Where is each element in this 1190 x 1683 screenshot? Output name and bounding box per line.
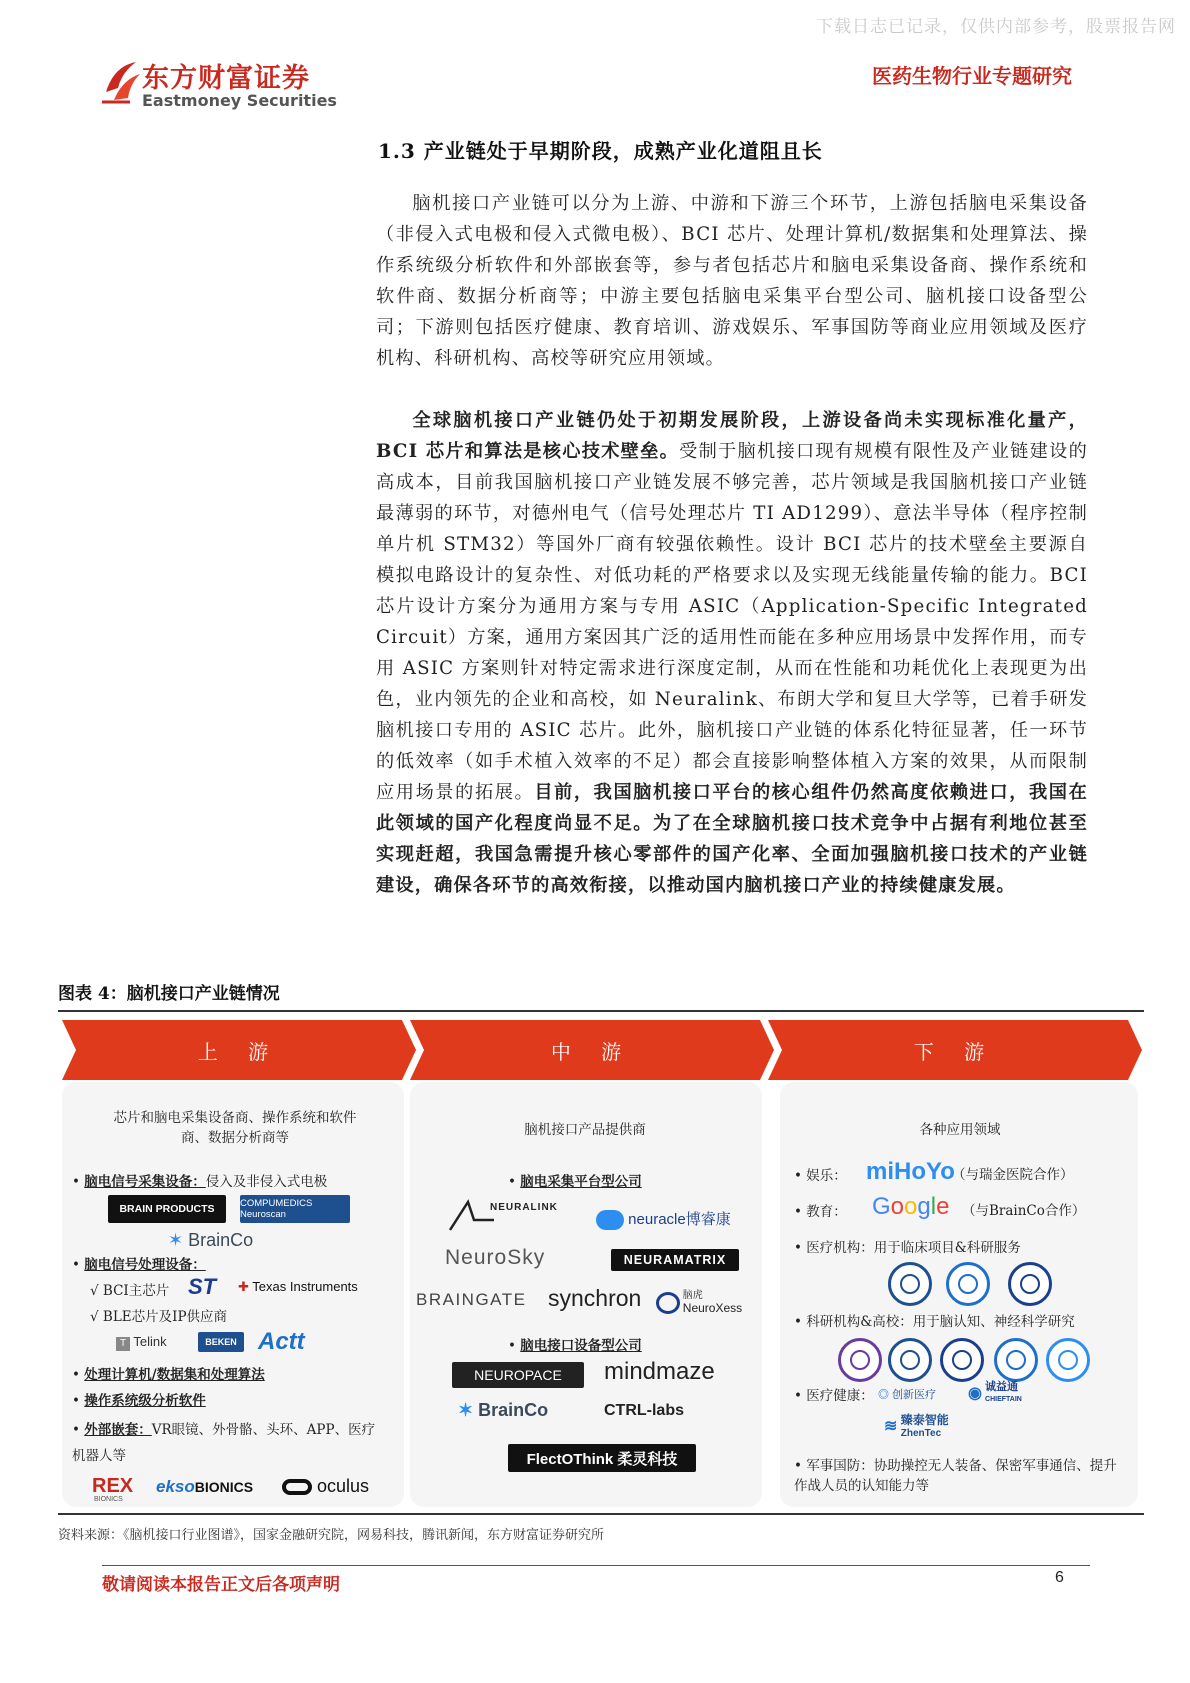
logo-chinese: 东方财富证券 (142, 63, 310, 94)
downstream-item-1-title: 娱乐： (806, 1168, 847, 1184)
innovation-medical-logo (878, 1386, 936, 1402)
paragraph-2-bold-lead: 全球脑机接口产业链仍处于初期发展阶段，上游设备尚未实现标准化量产，BCI 芯片和算法是核心技术壁垒。 (376, 410, 1088, 462)
mindmaze-logo: mindmaze (604, 1358, 715, 1385)
downstream-item-4-text: 科研机构&高校：用于脑认知、神经科学研究 (806, 1314, 1075, 1330)
neuroxess-cn: 脑虎 (682, 1290, 703, 1301)
hospital-seal-icon-2 (946, 1262, 990, 1306)
university-seal-icon-2 (888, 1338, 932, 1382)
braingate-logo: BRAINGATE (416, 1290, 527, 1309)
neurosky-logo: NeuroSky (445, 1246, 546, 1269)
hospital-seal-icon-1 (888, 1262, 932, 1306)
university-seal-icon-3 (940, 1338, 984, 1382)
oculus-logo (282, 1476, 369, 1497)
paragraph-2 (376, 405, 1088, 901)
zhentec-en: ZhenTec (900, 1428, 942, 1439)
telink-mark-icon: T (116, 1337, 130, 1351)
midstream-item-1: • 脑电采集平台型公司 (508, 1174, 642, 1190)
oculus-mark-icon (282, 1479, 312, 1495)
hospital-seal-icon-3 (1008, 1262, 1052, 1306)
neuroxess-mark-icon (656, 1292, 680, 1314)
downstream-item-2-note: （与BrainCo合作） (962, 1203, 1086, 1219)
neuracle-name: neuracle博睿康 (628, 1211, 731, 1228)
chieftain-logo (968, 1382, 1022, 1405)
watermark: 下载日志已记录，仅供内部参考，股票报告网 (816, 17, 1176, 37)
downstream-item-3: • 医疗机构：用于临床项目&科研服务 (794, 1240, 1021, 1256)
rex-logo: REX (92, 1475, 134, 1497)
upstream-item-1-title: 脑电信号采集设备： (84, 1174, 206, 1190)
upstream-item-3: • 处理计算机/数据集和处理算法 (72, 1367, 265, 1383)
neuroscan-logo: COMPUMEDICS Neuroscan (240, 1195, 350, 1223)
neuracle-logo (596, 1208, 731, 1230)
brainco-logo-upstream (168, 1230, 253, 1251)
downstream-item-6-text: 军事国防：协助操控无人装备、保密军事通信、提升作战人员的认知能力等 (794, 1458, 1117, 1494)
midstream-item-2: • 脑电接口设备型公司 (508, 1338, 642, 1354)
google-letter-l: l (930, 1193, 937, 1220)
zhentec-logo (884, 1414, 949, 1440)
downstream-item-1: • 娱乐： (794, 1168, 847, 1184)
downstream-item-1-note: （与瑞金医院合作） (952, 1167, 1074, 1183)
ctrl-labs-logo: CTRL-labs (604, 1402, 684, 1419)
downstream-description: 各种应用领域 (919, 1122, 1001, 1138)
ekso-name: ekso (156, 1477, 195, 1496)
ti-mark-icon: ✚ (238, 1279, 249, 1294)
brainco-name: BrainCo (188, 1230, 254, 1250)
zhentec-cn: 臻泰智能 (900, 1413, 949, 1427)
upstream-item-5-text: VR眼镜、外骨骼、头环、APP、医疗机器人等 (72, 1422, 376, 1464)
upstream-item-2-title: 脑电信号处理设备： (84, 1257, 206, 1273)
neuroxess-logo (656, 1290, 742, 1316)
report-type: 医药生物行业专题研究 (872, 64, 1072, 88)
brainco-mid-name: BrainCo (478, 1400, 549, 1420)
downstream-item-3-text: 医疗机构：用于临床项目&科研服务 (806, 1240, 1021, 1256)
telink-name: Telink (133, 1334, 167, 1349)
brainco-logo-midstream (458, 1400, 548, 1421)
paragraph-1-text: 脑机接口产业链可以分为上游、中游和下游三个环节，上游包括脑电采集设备（非侵入式电极和侵入式微电极）、BCI 芯片、处理计算机/数据集和处理算法、操作系统级分析软件和外部嵌套等，参与者包括芯片和脑电采集设备商、操作系统和软件商、数据分析商等；中游主要包括脑电采集平台型公司、脑机接口设备型公司；下游则包括医疗健康、教育培训、游戏娱乐、军事国防等商业应用领域及医疗机构、科研机构、高校等研究应用领域。 (376, 193, 1088, 369)
beken-logo: BEKEN (198, 1332, 244, 1352)
midstream-label: 中 游 (550, 1040, 634, 1064)
paragraph-2-bold-end: 目前，我国脑机接口平台的核心组件仍然高度依赖进口，我国在此领域的国产化程度尚显不足。为了在全球脑机接口技术竞争中占据有利地位甚至实现赶超，我国急需提升核心零部件的国产化率、全面加强脑机接口技术的产业链建设，确保各环节的高效衔接，以推动国内脑机接口产业的持续健康发展。 (376, 782, 1088, 896)
ti-name: Texas Instruments (252, 1279, 358, 1294)
ekso-logo (156, 1477, 253, 1497)
downstream-item-6: • 军事国防：协助操控无人装备、保密军事通信、提升作战人员的认知能力等 (794, 1458, 1117, 1494)
figure-bottom-rule (58, 1513, 1144, 1515)
ti-logo (238, 1279, 358, 1295)
synchron-logo: synchron (548, 1285, 642, 1311)
neuropace-logo: NEUROPACE (452, 1362, 584, 1388)
brainco-mid-mark-icon: ✶ (458, 1400, 474, 1420)
google-letter-e: e (936, 1193, 950, 1220)
downstream-item-2: • 教育： (794, 1204, 847, 1220)
innovation-medical-mark-icon: ◎ (878, 1389, 889, 1401)
google-letter-o2: o (904, 1193, 918, 1220)
chieftain-en: CHIEFTAIN (985, 1396, 1022, 1403)
eastmoney-logo-icon (100, 58, 144, 104)
downstream-label: 下 游 (913, 1040, 997, 1064)
figure-top-rule (58, 1010, 1144, 1012)
logo-english: Eastmoney Securities (142, 91, 337, 110)
downstream-item-5-title: 医疗健康： (806, 1388, 874, 1404)
chieftain-cn: 诚益通 (985, 1381, 1019, 1393)
neuroxess-en: NeuroXess (682, 1301, 743, 1315)
upstream-item-1-text: 侵入及非侵入式电极 (205, 1174, 328, 1190)
university-seal-icon-4 (994, 1338, 1038, 1382)
footer-disclaimer: 敬请阅读本报告正文后各项声明 (102, 1575, 340, 1595)
flectothink-logo: FlectOThink 柔灵科技 (508, 1444, 696, 1472)
figure-title: 图表 4：脑机接口产业链情况 (58, 984, 280, 1004)
downstream-item-4: • 科研机构&高校：用于脑认知、神经科学研究 (794, 1314, 1075, 1330)
brainco-mark-icon: ✶ (168, 1230, 184, 1250)
section-title: 1.3 产业链处于早期阶段，成熟产业化道阻且长 (378, 139, 823, 163)
downstream-item-5: • 医疗健康： (794, 1388, 874, 1404)
zhentec-mark-icon: ≋ (884, 1418, 898, 1435)
mihoyo-logo: miHoYo (866, 1158, 955, 1185)
upstream-sub-1: √ BCI主芯片 (90, 1283, 170, 1299)
telink-logo (116, 1334, 167, 1351)
rex-bionics-caption: BIONICS (94, 1496, 123, 1503)
downstream-item-2-title: 教育： (806, 1204, 847, 1220)
brain-products-logo: BRAIN PRODUCTS (108, 1195, 226, 1223)
page-number: 6 (1055, 1569, 1064, 1586)
neuracle-mark-icon (596, 1210, 624, 1230)
upstream-item-1: • 脑电信号采集设备：侵入及非侵入式电极 (72, 1174, 328, 1190)
paragraph-2-body: 受制于脑机接口现有规模有限性及产业链建设的高成本，目前我国脑机接口产业链发展不够完善，芯片领域是我国脑机接口产业链最薄弱的环节，对德州电气（信号处理芯片 TI AD1299）、意法半导体（程序控制单片机 STM32）等国外厂商有较强依赖性。设计 BCI 芯片的技术壁垒主要源自模拟电路设计的复杂性、对低功耗的严格要求以及实现无线能量传输的能力。BCI 芯片设计方案分为通用方案与专用 ASIC（Application-Specific Integrated Circuit）方案，通用方案因其广泛的适用性而能在多种应用场景中发挥作用，而专用 ASIC 方案则针对特定需求进行深度定制，从而在性能和功耗优化上表现更为出色，业内领先的企业和高校，如 Neuralink、布朗大学和复旦大学等，已着手研发脑机接口专用的 ASIC 芯片。此外，脑机接口产业链的体系化特征显著，任一环节的低效率（如手术植入效率的不足）都会直接影响整体植入方案的效果，从而限制应用场景的拓展。 (376, 441, 1089, 803)
google-logo (872, 1193, 949, 1221)
st-logo: ST (188, 1274, 217, 1299)
google-letter-g1: G (872, 1193, 891, 1220)
oculus-name: oculus (317, 1476, 370, 1496)
actt-logo: Actt (258, 1328, 305, 1355)
upstream-item-3-title: 处理计算机/数据集和处理算法 (84, 1367, 265, 1383)
upstream-item-4: • 操作系统级分析软件 (72, 1393, 206, 1409)
upstream-description: 芯片和脑电采集设备商、操作系统和软件商、数据分析商等 (113, 1110, 357, 1146)
neuralink-mark-icon (448, 1198, 496, 1234)
upstream-label: 上 游 (197, 1040, 281, 1064)
university-seal-icon-5 (1046, 1338, 1090, 1382)
figure-source: 资料来源：《脑机接口行业图谱》，国家金融研究院，网易科技，腾讯新闻，东方财富证券研究所 (58, 1528, 605, 1543)
upstream-item-4-title: 操作系统级分析软件 (84, 1393, 206, 1409)
upstream-item-5-title: 外部嵌套： (84, 1422, 152, 1438)
google-letter-g2: g (917, 1193, 931, 1220)
midstream-description: 脑机接口产品提供商 (524, 1122, 646, 1138)
ekso-bionics-word: BIONICS (194, 1479, 254, 1495)
midstream-item-1-title: 脑电采集平台型公司 (520, 1174, 642, 1190)
chieftain-mark-icon: ◉ (968, 1385, 982, 1402)
neuralink-logo: NEURALINK (490, 1202, 558, 1213)
upstream-item-5: • 外部嵌套：VR眼镜、外骨骼、头环、APP、医疗机器人等 (72, 1422, 376, 1464)
footer-rule (102, 1565, 1090, 1566)
university-seal-icon-1 (838, 1338, 882, 1382)
neuramatrix-logo: NEURAMATRIX (611, 1249, 739, 1271)
midstream-item-2-title: 脑电接口设备型公司 (520, 1338, 642, 1354)
upstream-sub-2: √ BLE芯片及IP供应商 (90, 1309, 228, 1325)
paragraph-1 (376, 188, 1088, 374)
upstream-item-2: • 脑电信号处理设备： (72, 1257, 206, 1273)
innovation-medical-name: 创新医疗 (892, 1389, 937, 1401)
google-letter-o1: o (890, 1193, 905, 1220)
